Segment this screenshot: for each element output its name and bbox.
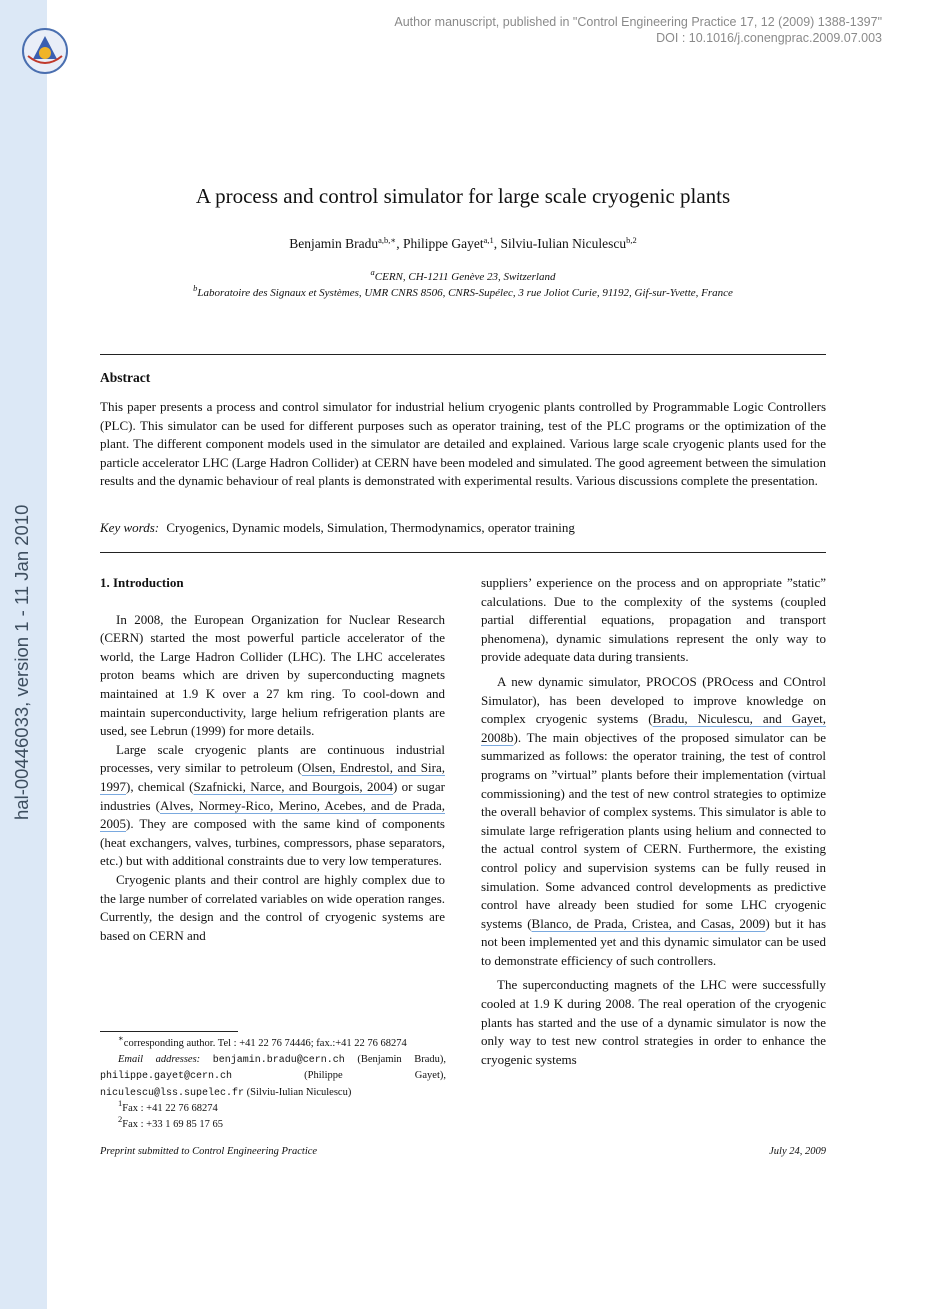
abstract-heading: Abstract xyxy=(100,370,151,385)
footer-date: July 24, 2009 xyxy=(769,1146,826,1157)
paragraph: Large scale cryogenic plants are continuous industrial processes, very similar to petroleum (Olsen, Endrestol, and Sira, 1997), chemical (Szafnicki, Narce, and Bourgois, 2004) or sugar industries (Alves, Normey-Rico, Merino, Acebes, and de Prada, 2005). They are composed with the same kind of components (heat exchangers, valves, turbines, compressors, phase separators, etc.) but with additional constraints due to very low temperatures. xyxy=(100,741,445,869)
affiliations xyxy=(100,269,826,301)
citation-link[interactable]: Alves, Normey-Rico, Merino, Acebes, and de Prada, 2005 xyxy=(100,797,445,832)
paragraph: Cryogenic plants and their control are highly complex due to the large number of correlated variables on wide operation ranges. Currently, the design and the control of cryogenic systems are based on CERN and xyxy=(100,871,445,943)
publication-banner xyxy=(47,14,882,46)
author-list: Benjamin Bradu$^{a,b,∗}$, Philippe Gayet$^{a,1}$, Silviu-Iulian Niculescu$^{b,2}$ xyxy=(289,235,637,251)
paragraph: In 2008, the European Organization for Nuclear Research (CERN) started the most powerful particle accelerator of the world, the Large Hadron Collider (LHC). The LHC accelerates proton beams which are driven by superconducting magnets maintained at 1.9 K over a 27 km ring. To cool-down and maintain superconductivity, large helium refrigeration plants are used, see Lebrun (1999) for more details. xyxy=(100,611,445,739)
email-link[interactable]: niculescu@lss.supelec.fr xyxy=(100,1087,245,1099)
keywords-label: Key words: xyxy=(100,520,160,535)
citation-link[interactable]: Olsen, Endrestol, and Sira, 1997 xyxy=(100,760,445,794)
paragraph: suppliers’ experience on the process and on appropriate ”static” calculations. Due to the complexity of the systems (coupled partial differential equations, propagation and transport phenomena), dynamic simulations represent the only way to provide adequate data during transients. xyxy=(481,575,826,665)
keywords xyxy=(100,520,826,536)
paper-title: A process and control simulator for large scale cryogenic plants xyxy=(195,184,731,208)
left-column xyxy=(100,574,445,945)
banner-citation: Author manuscript, published in "Control Engineering Practice 17, 12 (2009) 1388-1397" xyxy=(394,15,882,29)
hal-identifier: hal-00446033, version 1 - 11 Jan 2010 xyxy=(11,504,32,820)
author-affil-mark: b,2 xyxy=(626,235,637,245)
section-heading: 1. Introduction xyxy=(100,575,184,590)
paragraph: The superconducting magnets of the LHC were successfully cooled at 1.9 K during 2008. The real operation of the cryogenic plants has started and the use of a dynamic simulator is now the only way to test new control strategies in order to enhance the cryogenic systems xyxy=(481,977,826,1067)
keywords-text: Cryogenics, Dynamic models, Simulation, Thermodynamics, operator training xyxy=(166,520,575,535)
email-link[interactable]: philippe.gayet@cern.ch xyxy=(100,1071,233,1082)
right-column xyxy=(481,574,826,1069)
banner-doi[interactable]: DOI : 10.1016/j.conengprac.2009.07.003 xyxy=(656,31,882,45)
abstract-body: This paper presents a process and control simulator for industrial helium cryogenic plants controlled by Programmable Logic Controllers (PLC). This simulator can be used for different purposes such as operator training, test of the PLC programs or the optimization of the plant. The different component models used in the simulator are detailed and explained. Various large scale cryogenic plants used for the particle accelerator LHC (Large Hadron Collider) at CERN have been modeled and simulated. The good agreement between the simulation results and the dynamic behaviour of real plants is demonstrated with experimental results. Various discussions complete the presentation. xyxy=(100,399,826,489)
citation-link[interactable]: Blanco, de Prada, Cristea, and Casas, 2009 xyxy=(531,915,766,931)
author-name: Silviu-Iulian Niculescu xyxy=(500,236,627,251)
paragraph: A new dynamic simulator, PROCOS (PROcess and COntrol Simulator), has been developed to improve knowledge on complex cryogenic systems (Bradu, Niculescu, and Gayet, 2008b). The main objectives of the proposed simulator can be summarized as follows: the operator training, the test of control programs on ”virtual” plants before their implementation (virtual commissioning) and the test of new control strategies to optimize the overall behavior of complex systems. This simulator is able to simulate large refrigeration plants using helium and connected to the actual control system of CERN. Furthermore, the existing control policy and supervision systems can be fully reused in simulation. Some advanced control developments as predictive control have already been studied for some LHC cryogenic systems (Blanco, de Prada, Cristea, and Casas, 2009) but it has not been implemented yet and this dynamic simulator can be used to demonstrate efficiency of such controllers. xyxy=(481,673,827,968)
citation-link[interactable]: Bradu, Niculescu, and Gayet, 2008b xyxy=(481,711,827,745)
author-affil-mark: a,b,∗ xyxy=(378,235,397,245)
author-affil-mark: a,1 xyxy=(483,235,494,245)
affiliation-a: $^a$CERN, CH-1211 Genève 23, Switzerland xyxy=(370,267,556,283)
footnotes xyxy=(100,1033,446,1132)
author-name: Benjamin Bradu xyxy=(289,236,379,251)
footnote-emails: Email addresses: benjamin.bradu@cern.ch (Benjamin Bradu), philippe.gayet@cern.ch (Philippe Gayet), niculescu@lss.supelec.fr (Silviu-Iulian Niculescu) xyxy=(100,1053,446,1099)
citation-link[interactable]: Szafnicki, Narce, and Bourgois, 2004 xyxy=(193,778,393,794)
abstract-bottom-rule xyxy=(100,552,826,553)
footnote-corresponding: ∗corresponding author. Tel : +41 22 76 74446; fax.:+41 22 76 68274 xyxy=(118,1033,407,1049)
abstract-top-rule xyxy=(100,354,826,355)
author-name: Philippe Gayet xyxy=(402,236,484,251)
email-link[interactable]: benjamin.bradu@cern.ch xyxy=(212,1054,345,1066)
footer-preprint-note: Preprint submitted to Control Engineering Practice xyxy=(100,1146,318,1157)
affiliation-b: $^b$Laboratoire des Signaux et Systèmes, UMR CNRS 8506, CNRS-Supélec, 3 rue Joliot Curie, 91192, Gif-sur-Yvette, France xyxy=(193,283,733,299)
footnote-fax-2: $^2$Fax : +33 1 69 85 17 65 xyxy=(118,1113,223,1130)
footnote-rule xyxy=(100,1031,238,1032)
footnote-fax-1: $^1$Fax : +41 22 76 68274 xyxy=(118,1098,218,1114)
